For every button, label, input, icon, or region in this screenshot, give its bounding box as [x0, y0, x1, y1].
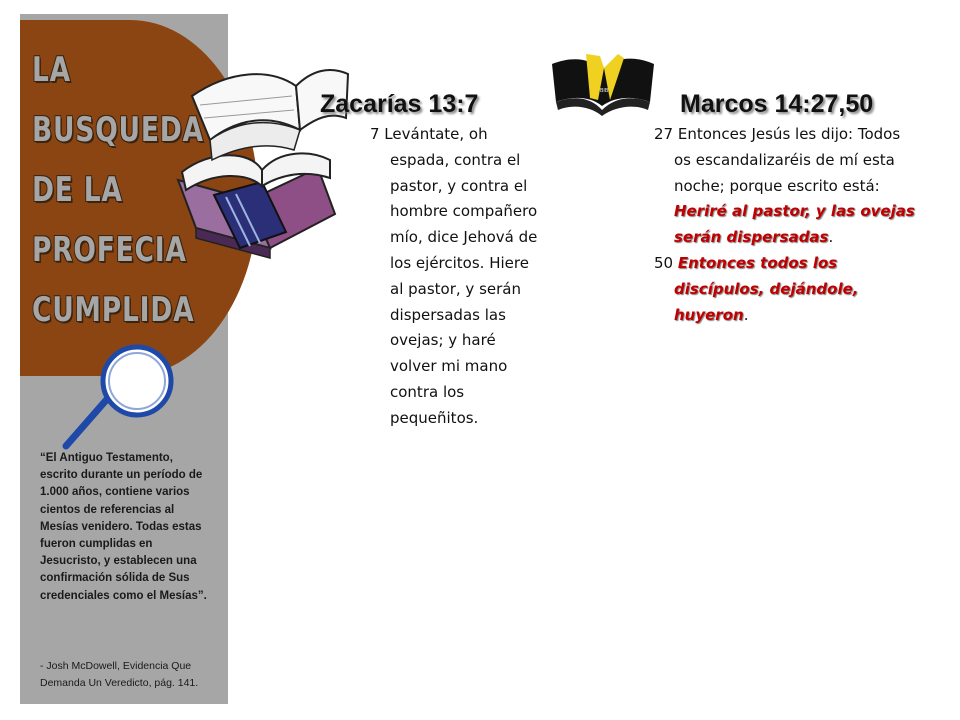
marcos-verse-27 — [654, 122, 916, 251]
title-line-2: BUSQUEDA — [32, 110, 204, 150]
title-line-4: PROFECIA — [32, 230, 187, 270]
quote-credit: - Josh McDowell, Evidencia Que Demanda Un Veredicto, pág. 141. — [40, 660, 199, 689]
zacarias-verse-7: 7 Levántate, oh espada, contra el pastor, y contra el hombre compañero mío, dice Jehová de los ejércitos. Hiere al pastor, y serán dispersadas las ovejas; y haré volver mi mano contra los pequeñitos. — [370, 125, 538, 427]
marcos-verse-50 — [654, 251, 916, 328]
mcdowell-quote: “El Antiguo Testamento, escrito durante un período de 1.000 años, contiene varios cientos de referencias al Mesías venidero. Todas estas fueron cumplidas en Jesucristo, y establecen una confirmación sólida de Sus credenciales como el Mesías”. — [40, 452, 207, 602]
right-passage-text — [654, 122, 916, 328]
title-line-3: DE LA — [32, 170, 123, 210]
title-line-1: LA — [32, 50, 71, 90]
verse-27-text: 27 Entonces Jesús les dijo: Todos os escandalizaréis de mí esta noche; porque escrito está: — [654, 125, 901, 195]
left-passage-text — [370, 122, 542, 432]
svg-text:BIB: BIB — [600, 88, 609, 94]
verse-27-end: . — [828, 228, 834, 247]
bible-icon — [552, 54, 654, 116]
verse-27-highlight: Heriré al pastor, y las ovejas serán dispersadas — [674, 202, 915, 247]
left-passage-heading: Zacarías 13:7 — [320, 90, 479, 118]
verse-50-text: 50 — [654, 253, 678, 272]
verse-50-highlight: Entonces todos los discípulos, dejándole, huyeron — [674, 253, 859, 324]
right-passage-heading: Marcos 14:27,50 — [680, 90, 874, 118]
verse-50-end: . — [743, 305, 749, 324]
title-line-5: CUMPLIDA — [32, 290, 195, 330]
